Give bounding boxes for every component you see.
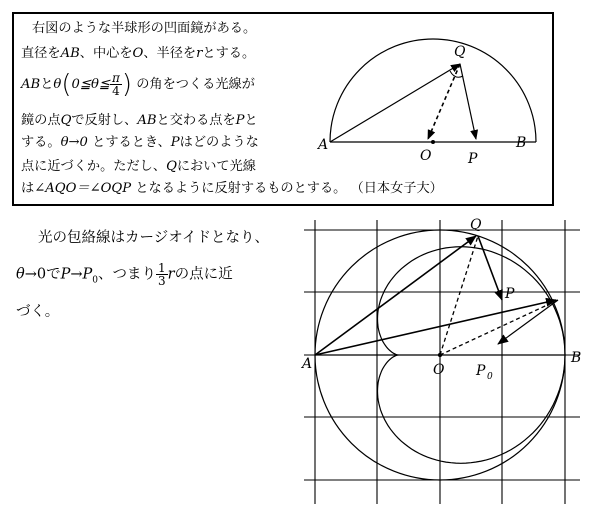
text-fragment: で反射し、 (71, 113, 138, 128)
text-fragment: Q (166, 159, 177, 174)
label-p: P (468, 151, 478, 167)
text-fragment: 点に近づくか。ただし、 (21, 159, 167, 174)
radius-oq (428, 64, 460, 139)
problem-line-2 (21, 45, 255, 63)
text-fragment: 、中心を (79, 46, 133, 61)
text-fragment: 4 (112, 84, 120, 98)
text-fragment: はどのような (179, 135, 259, 150)
explanation-line-2 (16, 262, 233, 287)
explanation-line-3 (16, 300, 59, 321)
text-fragment: 1 (158, 261, 166, 275)
text-fragment: において光線 (176, 159, 256, 174)
text-fragment: となるように反射するものとする。 (135, 181, 347, 196)
reflected-ray-1 (478, 236, 502, 300)
reflected-ray (460, 64, 476, 139)
label-p: P (505, 286, 515, 302)
problem-line-4 (21, 112, 258, 130)
text-fragment: 直径を (21, 46, 61, 61)
problem-line-5 (21, 134, 259, 152)
text-fragment: AB (21, 77, 41, 92)
text-fragment: r (196, 46, 203, 61)
text-fragment: は (21, 181, 35, 196)
text-fragment: θ→0 (60, 135, 88, 150)
text-fragment: ∠AQO＝∠OQP (34, 181, 132, 196)
text-fragment: r (167, 266, 175, 283)
text-fragment: 3 (158, 274, 166, 288)
text-fragment: と (244, 113, 258, 128)
problem-line-3: ABとθ(0≦θ≦ $\frac{\pi}{4}$ ) の角をつくる光線が (21, 69, 255, 100)
incident-ray (330, 64, 460, 142)
radius-dashed-1 (440, 236, 478, 355)
label-q: Q (470, 217, 482, 233)
mirror-figure (316, 20, 552, 170)
label-p0-subscript: 0 (487, 372, 493, 382)
label-b: B (571, 350, 582, 366)
cardioid-figure (296, 212, 588, 512)
label-o: O (420, 148, 432, 164)
text-fragment: 0 (92, 275, 99, 286)
explanation-line-1 (38, 226, 269, 247)
text-fragment: P (235, 113, 245, 128)
label-a: A (318, 137, 329, 153)
label-o: O (433, 362, 445, 378)
text-fragment: θ (16, 266, 25, 283)
center-point (438, 353, 442, 357)
mirror-arc (330, 39, 536, 142)
text-fragment: AB (60, 46, 80, 61)
label-a: A (302, 356, 313, 372)
text-fragment: θ (53, 77, 62, 92)
one-third-fraction (156, 262, 168, 287)
center-point (431, 140, 435, 144)
text-fragment: 光の包絡線はカージオイドとなり、 (38, 230, 269, 246)
pi-over-4-fraction (110, 72, 122, 97)
text-fragment: （日本女子大） (350, 181, 443, 196)
label-b: B (516, 135, 527, 151)
text-fragment: する。 (21, 135, 61, 150)
text-fragment: とするとき、 (92, 135, 171, 150)
problem-line-7 (21, 180, 443, 198)
text-fragment: Q (60, 113, 72, 128)
label-p0: P (476, 363, 486, 379)
text-fragment: 鏡の点 (21, 113, 61, 128)
label-q: Q (454, 44, 466, 60)
text-fragment: づく。 (16, 304, 60, 320)
text-fragment: AB (137, 113, 157, 128)
problem-line-1 (32, 20, 256, 38)
text-fragment: P (82, 266, 93, 283)
text-fragment: 右図のような半球形の凹面鏡がある。 (32, 21, 257, 36)
text-fragment: O (132, 46, 144, 61)
text-fragment: と交わる点を (156, 113, 236, 128)
text-fragment: と (40, 77, 54, 92)
text-fragment: 、つまり (98, 266, 157, 283)
text-fragment: 、半径を (143, 46, 197, 61)
text-fragment: 0≦θ≦ (71, 77, 110, 92)
text-fragment: P (170, 135, 180, 150)
text-fragment: の点に近 (174, 266, 233, 283)
text-fragment: の角をつくる光線が (136, 77, 255, 92)
text-fragment: →0で (24, 266, 61, 283)
problem-line-6 (21, 158, 256, 176)
radius-dashed-2 (440, 300, 558, 355)
text-fragment: とする。 (202, 46, 256, 61)
text-fragment: P (60, 266, 71, 283)
text-fragment: π (111, 71, 120, 85)
text-fragment: → (70, 266, 83, 283)
